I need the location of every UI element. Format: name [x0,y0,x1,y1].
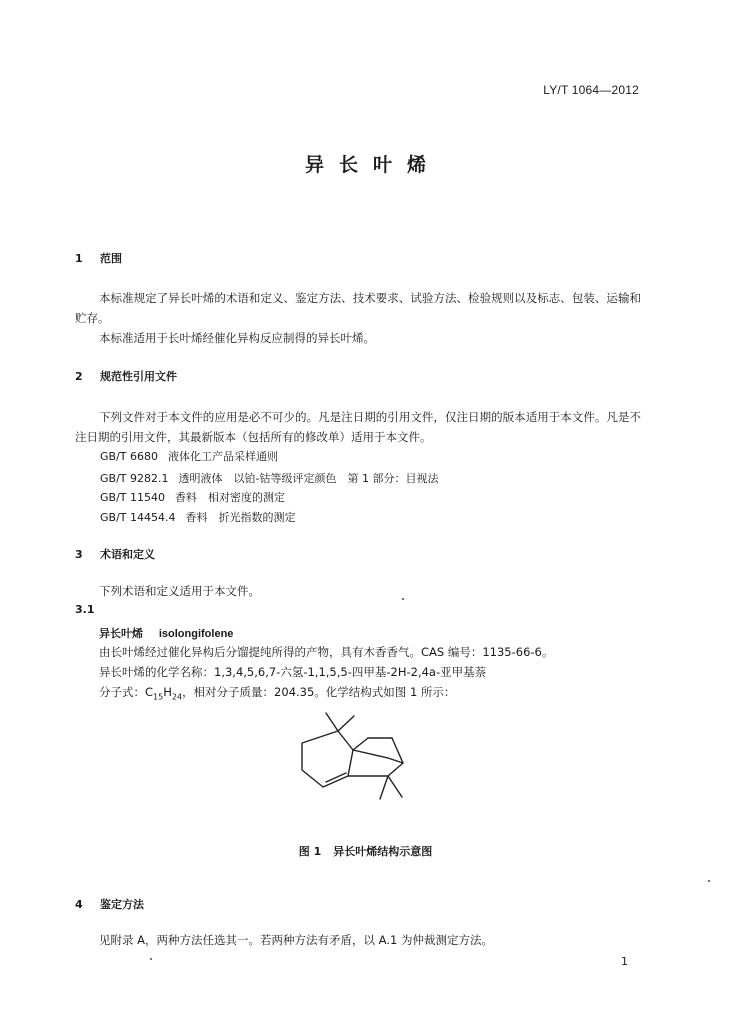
standard-number: LY/T 1064—2012 [543,83,639,97]
bridge-bond [353,738,368,750]
ring-left [302,731,353,787]
reference-item [100,470,448,486]
section-number: 2 [75,370,83,383]
reference-title: 香料 相对密度的测定 [175,491,285,504]
methyl-bond [326,713,338,731]
section-4-heading [75,896,144,912]
section-1-para-1: 本标准规定了异长叶烯的术语和定义、鉴定方法、技术要求、试验方法、检验规则以及标志、包装、运输和贮存。 [75,291,641,325]
reference-item [100,509,305,525]
reference-code: GB/T 14454.4 [100,511,176,524]
reference-title: 香料 折光指数的测定 [185,511,296,524]
term-chinese: 异长叶烯 [99,627,143,640]
section-4-para: 见附录 A，两种方法任选其一。若两种方法有矛盾，以 A.1 为仲裁测定方法。 [99,933,493,947]
formula-prefix: 分子式：C [99,685,154,699]
bridge-bond [388,763,403,776]
section-1-para-2: 本标准适用于长叶烯经催化异构反应制得的异长叶烯。 [99,331,375,345]
formula-hydrogen-count: 24 [171,692,183,702]
section-number: 3 [75,548,83,561]
subsection-number: 3.1 [75,603,95,616]
formula-carbon-count: 15 [153,692,164,702]
section-title: 术语和定义 [100,548,155,561]
scan-speck [150,958,152,960]
formula-hydrogen: H [163,685,172,699]
section-2-heading [75,368,177,384]
reference-code: GB/T 9282.1 [100,472,169,485]
figure-title: 异长叶烯结构示意图 [333,845,433,858]
term-entry [99,625,233,641]
chemical-structure-figure [290,708,440,818]
methyl-bond [388,776,402,797]
reference-code: GB/T 11540 [100,491,165,504]
section-2-intro: 下列文件对于本文件的应用是必不可少的。凡是注日期的引用文件，仅注日期的版本适用于本文件。凡是不注日期的引用文件，其最新版本（包括所有的修改单）适用于本文件。 [75,410,641,444]
reference-title: 透明液体 以铂-钴等级评定颜色 第 1 部分：目视法 [178,472,439,485]
section-3-heading [75,546,155,562]
reference-code: GB/T 6680 [100,450,158,463]
section-title: 规范性引用文件 [100,370,177,383]
section-1-heading [75,250,122,266]
reference-item [100,489,295,505]
section-3-intro: 下列术语和定义适用于本文件。 [99,584,260,598]
formula-suffix: ，相对分子质量：204.35。化学结构式如图 1 所示： [182,685,456,699]
methylene-bridge [353,750,388,758]
term-english: isolongifolene [158,628,234,640]
chemical-name: 异长叶烯的化学名称：1,3,4,5,6,7-六氢-1,1,5,5-四甲基-2H-2,4a-亚甲基萘 [99,665,487,679]
reference-item [100,448,288,464]
section-title: 范围 [100,252,122,265]
scan-speck [708,880,710,882]
section-title: 鉴定方法 [100,898,144,911]
methyl-bond [380,776,388,799]
term-definition: 由长叶烯经过催化异构后分馏提纯所得的产物，具有木香香气。CAS 编号：1135-66-6。 [99,645,554,659]
page-title: 异长叶烯 [304,154,441,176]
methyl-bond [338,716,354,731]
figure-caption [0,843,731,859]
reference-title: 液体化工产品采样通则 [168,450,278,463]
section-number: 1 [75,252,83,265]
molecular-formula [99,682,455,707]
scan-speck [402,598,404,600]
figure-label: 图 1 [298,845,322,858]
section-number: 4 [75,898,83,911]
page-number: 1 [621,955,628,968]
